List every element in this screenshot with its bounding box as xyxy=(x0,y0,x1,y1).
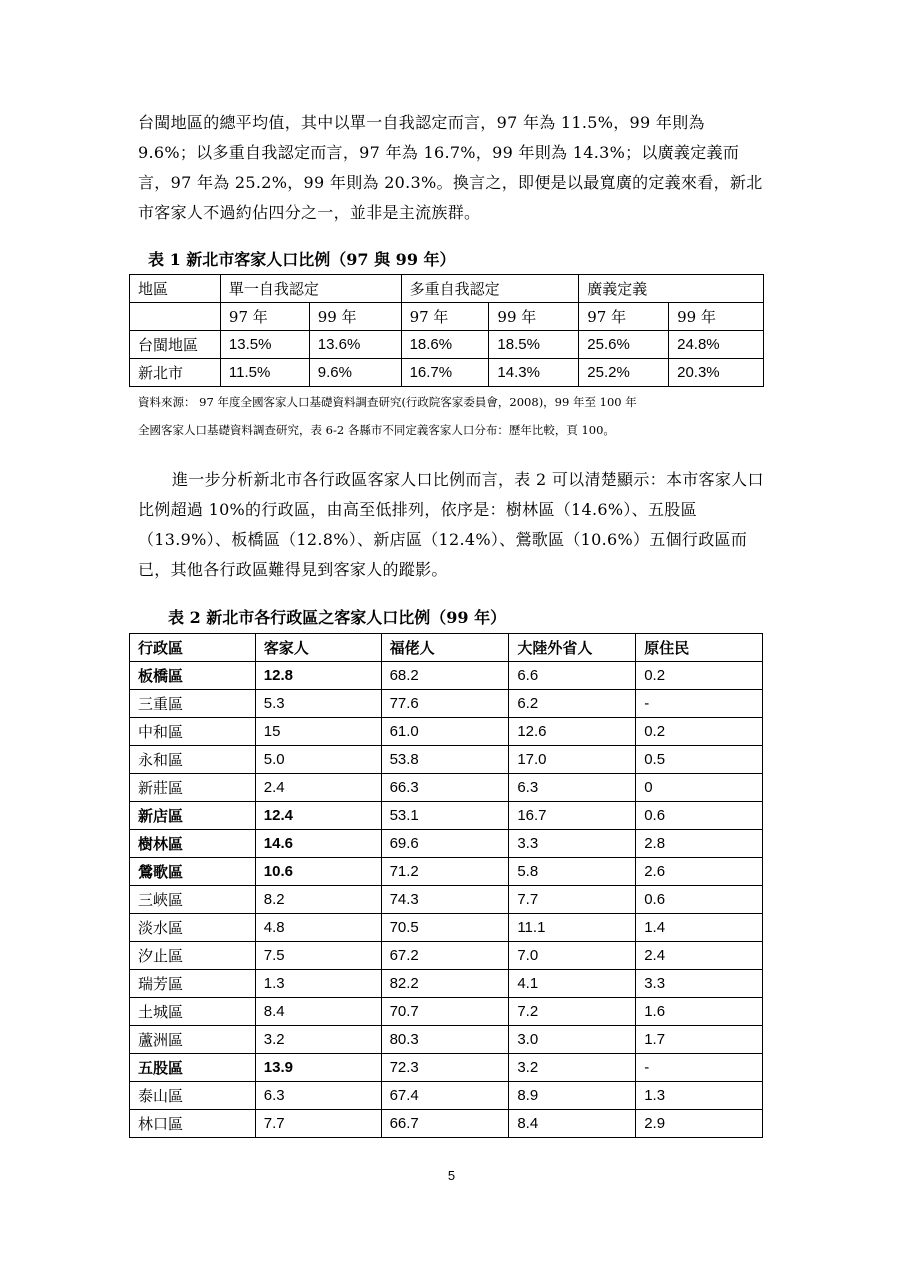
paragraph-1: 台閩地區的總平均值，其中以單一自我認定而言，97 年為 11.5%，99 年則為 9.6%；以多重自我認定而言，97 年為 16.7%，99 年則為 14.3%；以廣義定義而言，97 年為 25.2%，99 年則為 20.3%。換言之，即便是以最寬廣的定義來看，新北市客家人不過約佔四分之一，並非是主流族群。 xyxy=(138,113,763,222)
table2-cell-district: 新莊區 xyxy=(130,774,256,802)
table1-years-row xyxy=(130,303,764,331)
table1-cell: 9.6% xyxy=(309,359,401,387)
table2-cell-district: 汐止區 xyxy=(130,942,256,970)
table2-cell: 3.0 xyxy=(509,1026,636,1054)
table2-cell: 71.2 xyxy=(381,858,509,886)
table2-cell: 8.2 xyxy=(255,886,381,914)
paragraph-2: 進一步分析新北市各行政區客家人口比例而言，表 2 可以清楚顯示：本市客家人口比例超過 10%的行政區，由高至低排列，依序是：樹林區（14.6%）、五股區（13.9%）、板橋區（12.8%）、新店區（12.4%）、鶯歌區（10.6%）五個行政區而已，其他各行政區難得見到客家人的蹤影。 xyxy=(138,470,764,579)
table2-cell-district: 永和區 xyxy=(130,746,256,774)
table1-row xyxy=(130,331,764,359)
table2-header-hakka: 客家人 xyxy=(255,634,381,662)
table2-cell: 0.2 xyxy=(636,662,763,690)
table1-cell: 24.8% xyxy=(669,331,764,359)
table2-cell: 10.6 xyxy=(255,858,381,886)
table2-cell: 6.3 xyxy=(509,774,636,802)
table2-row xyxy=(130,746,763,774)
table2-header-district: 行政區 xyxy=(130,634,256,662)
table1-header-multiple: 多重自我認定 xyxy=(401,275,579,303)
table1-year: 99 年 xyxy=(669,303,764,331)
source-line-2: 全國客家人口基礎資料調查研究，表 6-2 各縣市不同定義客家人口分布：歷年比較，頁 100。 xyxy=(138,423,615,437)
table1-year: 97 年 xyxy=(579,303,669,331)
table1-header-region: 地區 xyxy=(130,275,221,303)
table2-row xyxy=(130,886,763,914)
table2-cell-district: 三重區 xyxy=(130,690,256,718)
source-line-1: 資料來源： 97 年度全國客家人口基礎資料調查研究(行政院客家委員會，2008)，99 年至 100 年 xyxy=(138,395,637,409)
table1-cell: 20.3% xyxy=(669,359,764,387)
table2-row xyxy=(130,1054,763,1082)
table2-cell: 2.8 xyxy=(636,830,763,858)
table2-cell: 12.8 xyxy=(255,662,381,690)
table1-year: 97 年 xyxy=(220,303,309,331)
table2-cell: 53.1 xyxy=(381,802,509,830)
table2-cell-district: 五股區 xyxy=(130,1054,256,1082)
table2-cell: 80.3 xyxy=(381,1026,509,1054)
table2-cell: 6.3 xyxy=(255,1082,381,1110)
table2-cell: 17.0 xyxy=(509,746,636,774)
table2-cell-district: 中和區 xyxy=(130,718,256,746)
table2-cell: 2.4 xyxy=(636,942,763,970)
table2-cell: 5.3 xyxy=(255,690,381,718)
table2-row xyxy=(130,1026,763,1054)
table2-caption: 表 2 新北市各行政區之客家人口比例（99 年） xyxy=(168,608,507,627)
table2-header-indigenous: 原住民 xyxy=(636,634,763,662)
table2-cell: 1.3 xyxy=(255,970,381,998)
table1-cell: 25.6% xyxy=(579,331,669,359)
table2-cell: 3.2 xyxy=(255,1026,381,1054)
table2-cell: 69.6 xyxy=(381,830,509,858)
table2-cell: 3.3 xyxy=(636,970,763,998)
table2-cell: 67.2 xyxy=(381,942,509,970)
table2-cell: 7.7 xyxy=(255,1110,381,1138)
table2-header-row xyxy=(130,634,763,662)
table1-years-empty xyxy=(130,303,221,331)
table1 xyxy=(129,274,764,387)
table1-header-single: 單一自我認定 xyxy=(220,275,401,303)
table2-cell: 16.7 xyxy=(509,802,636,830)
table2-cell: 6.6 xyxy=(509,662,636,690)
table2-cell: 7.5 xyxy=(255,942,381,970)
table2-cell: 7.7 xyxy=(509,886,636,914)
table2-cell: 67.4 xyxy=(381,1082,509,1110)
table2-cell: 7.0 xyxy=(509,942,636,970)
table2-cell: 5.8 xyxy=(509,858,636,886)
table2-cell: 13.9 xyxy=(255,1054,381,1082)
table2-cell: 2.4 xyxy=(255,774,381,802)
table2-cell: 66.7 xyxy=(381,1110,509,1138)
table2-cell-district: 樹林區 xyxy=(130,830,256,858)
table2-cell: 1.6 xyxy=(636,998,763,1026)
page-number: 5 xyxy=(447,1168,456,1183)
table2-cell: 8.9 xyxy=(509,1082,636,1110)
table1-cell: 11.5% xyxy=(220,359,309,387)
table1-year: 99 年 xyxy=(489,303,579,331)
table2-cell: 2.9 xyxy=(636,1110,763,1138)
table2-cell-district: 鶯歌區 xyxy=(130,858,256,886)
table2-row xyxy=(130,1082,763,1110)
table1-source xyxy=(138,388,778,444)
table2-cell: 12.6 xyxy=(509,718,636,746)
table2-cell: 0.5 xyxy=(636,746,763,774)
table1-cell-region: 台閩地區 xyxy=(130,331,221,359)
table2-cell: 1.4 xyxy=(636,914,763,942)
table2-cell: 74.3 xyxy=(381,886,509,914)
table2-cell: 1.3 xyxy=(636,1082,763,1110)
table1-cell: 13.6% xyxy=(309,331,401,359)
table2-cell: 8.4 xyxy=(255,998,381,1026)
table2-cell: 14.6 xyxy=(255,830,381,858)
table1-cell: 13.5% xyxy=(220,331,309,359)
table1-cell: 18.6% xyxy=(401,331,489,359)
table2-cell: 3.3 xyxy=(509,830,636,858)
table2-cell: 7.2 xyxy=(509,998,636,1026)
table2-cell-district: 土城區 xyxy=(130,998,256,1026)
table2-cell: 68.2 xyxy=(381,662,509,690)
table2-row xyxy=(130,802,763,830)
table2-row xyxy=(130,942,763,970)
table2 xyxy=(129,633,763,1138)
table2-cell-district: 淡水區 xyxy=(130,914,256,942)
table1-cell: 14.3% xyxy=(489,359,579,387)
table2-cell-district: 三峽區 xyxy=(130,886,256,914)
table2-header-hoklo: 福佬人 xyxy=(381,634,509,662)
table2-cell: 0 xyxy=(636,774,763,802)
table1-header-row xyxy=(130,275,764,303)
table2-header-mainlander: 大陸外省人 xyxy=(509,634,636,662)
table2-cell-district: 板橋區 xyxy=(130,662,256,690)
table2-row xyxy=(130,858,763,886)
table2-cell: 77.6 xyxy=(381,690,509,718)
table2-row xyxy=(130,774,763,802)
table2-row xyxy=(130,662,763,690)
table1-header-broad: 廣義定義 xyxy=(579,275,764,303)
table2-cell-district: 泰山區 xyxy=(130,1082,256,1110)
table2-cell: 1.7 xyxy=(636,1026,763,1054)
table2-cell: 0.2 xyxy=(636,718,763,746)
table1-cell: 25.2% xyxy=(579,359,669,387)
table2-cell-district: 林口區 xyxy=(130,1110,256,1138)
table2-cell: 70.7 xyxy=(381,998,509,1026)
table2-cell: 4.1 xyxy=(509,970,636,998)
table2-cell-district: 瑞芳區 xyxy=(130,970,256,998)
table2-cell: 4.8 xyxy=(255,914,381,942)
table2-cell: 12.4 xyxy=(255,802,381,830)
table2-row xyxy=(130,718,763,746)
table2-cell: 3.2 xyxy=(509,1054,636,1082)
table2-cell: 0.6 xyxy=(636,802,763,830)
table2-cell: 2.6 xyxy=(636,858,763,886)
table2-cell: - xyxy=(636,690,763,718)
table2-cell: 70.5 xyxy=(381,914,509,942)
table2-row xyxy=(130,970,763,998)
table2-cell: 8.4 xyxy=(509,1110,636,1138)
table2-cell-district: 新店區 xyxy=(130,802,256,830)
table1-year: 99 年 xyxy=(309,303,401,331)
table2-cell: 11.1 xyxy=(509,914,636,942)
table2-cell-district: 蘆洲區 xyxy=(130,1026,256,1054)
table2-row xyxy=(130,690,763,718)
table2-row xyxy=(130,1110,763,1138)
table2-row xyxy=(130,830,763,858)
table2-cell: 61.0 xyxy=(381,718,509,746)
table1-cell: 18.5% xyxy=(489,331,579,359)
table2-cell: 72.3 xyxy=(381,1054,509,1082)
table1-caption: 表 1 新北市客家人口比例（97 與 99 年） xyxy=(148,250,456,269)
table1-row xyxy=(130,359,764,387)
table2-row xyxy=(130,914,763,942)
table2-cell: 5.0 xyxy=(255,746,381,774)
table2-cell: 15 xyxy=(255,718,381,746)
table1-cell: 16.7% xyxy=(401,359,489,387)
table1-cell-region: 新北市 xyxy=(130,359,221,387)
table2-cell: - xyxy=(636,1054,763,1082)
table2-cell: 6.2 xyxy=(509,690,636,718)
table1-year: 97 年 xyxy=(401,303,489,331)
table2-row xyxy=(130,998,763,1026)
table2-cell: 66.3 xyxy=(381,774,509,802)
table2-cell: 82.2 xyxy=(381,970,509,998)
table2-cell: 53.8 xyxy=(381,746,509,774)
table2-body xyxy=(130,634,763,1138)
table2-cell: 0.6 xyxy=(636,886,763,914)
